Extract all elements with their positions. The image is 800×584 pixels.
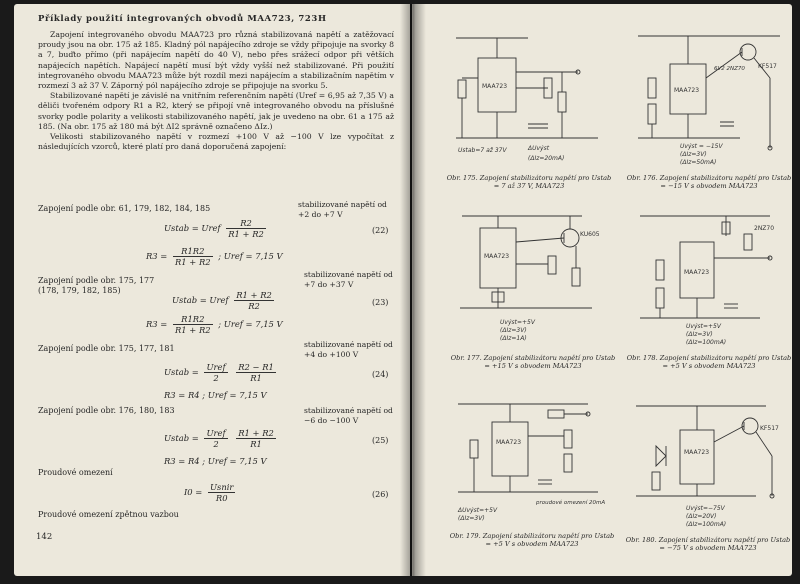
delta-label: Uvýst=−75V <box>686 505 725 512</box>
figure-caption: Obr. 180. Zapojení stabilizátoru napětí pro Ustab = −75 V s obvodem MAA723 <box>625 536 791 553</box>
fraction <box>173 314 213 335</box>
eq-lhs: R3 = <box>146 319 168 329</box>
equation-number: (23) <box>372 298 389 307</box>
delta-label: (ΔIz=3V) <box>680 151 707 158</box>
section-label: Zapojení podle obr. 61, 179, 182, 184, 185 <box>38 204 211 213</box>
section-label: Proudové omezení zpětnou vazbou <box>38 510 179 519</box>
numerator: Uref <box>206 362 226 372</box>
delta-label: ΔUvýst <box>528 145 550 152</box>
numerator: R1 + R2 <box>236 290 272 300</box>
delta-label: (ΔIz=20V) <box>686 513 717 520</box>
denominator: 2 <box>213 373 219 383</box>
transistor-label: KF517 <box>760 425 779 432</box>
fraction <box>236 362 276 383</box>
equation-number: (22) <box>372 226 389 235</box>
range-note: stabilizované napětí od +4 do +100 V <box>304 340 393 359</box>
figure-caption: Obr. 179. Zapojení stabilizátoru napětí pro Ustab = +5 V s obvodem MAA723 <box>449 532 615 549</box>
equation-22b <box>146 246 283 267</box>
figure-caption: Obr. 178. Zapojení stabilizátoru napětí pro Ustab = +5 V s obvodem MAA723 <box>626 354 792 371</box>
delta-label: (ΔIz=3V) <box>500 327 527 334</box>
numerator: R1R2 <box>173 314 213 325</box>
delta-label: (ΔIz=3V) <box>686 331 713 338</box>
fraction <box>204 362 227 383</box>
figure-177-schematic <box>452 208 612 348</box>
equation-25b: R3 = R4 ; Uref = 7,15 V <box>164 456 267 466</box>
numerator: R1R2 <box>173 246 213 257</box>
eq-lhs: Ustab = <box>164 367 199 377</box>
ic-label: MAA723 <box>674 87 700 94</box>
ic-label: MAA723 <box>496 439 522 446</box>
figure-175-schematic <box>448 28 608 168</box>
fraction <box>234 290 274 311</box>
right-page <box>412 4 792 576</box>
fraction <box>236 428 276 449</box>
fraction <box>208 482 235 503</box>
section-label: Zapojení podle obr. 175, 177 (178, 179, 182, 185) <box>38 276 155 295</box>
denominator: R1 <box>250 439 262 449</box>
paragraph-3: Velikosti stabilizovaného napětí v rozmezí +100 V až −100 V lze vypočítat z následujících vzorců, které platí pro daná doporučená zapojení: <box>38 132 394 152</box>
eq-lhs: Ustab = Uref <box>164 223 221 233</box>
eq-rhs: ; Uref = 7,15 V <box>218 319 283 329</box>
note-label: proudové omezení 20mA <box>536 500 606 506</box>
page-number: 142 <box>36 532 53 542</box>
delta-label: Uvýst=+5V <box>686 323 721 330</box>
figure-179-schematic <box>448 396 618 526</box>
zener-label: 6V2 2NZ70 <box>714 66 745 72</box>
denominator: R2 <box>248 301 260 311</box>
delta-label: (ΔIz=50mA) <box>680 159 717 166</box>
transistor-label: KF517 <box>758 63 777 70</box>
ic-label: MAA723 <box>482 83 508 90</box>
figure-178-schematic <box>630 208 790 348</box>
figure-caption: Obr. 175. Zapojení stabilizátoru napětí pro Ustab = 7 až 37 V, MAA723 <box>446 174 612 191</box>
numerator: R2 − R1 <box>238 362 274 372</box>
fraction <box>226 218 266 239</box>
section-label: Zapojení podle obr. 175, 177, 181 <box>38 344 175 353</box>
figure-caption: Obr. 176. Zapojení stabilizátoru napětí pro Ustab = −15 V s obvodem MAA723 <box>626 174 792 191</box>
equation-23b <box>146 314 283 335</box>
paragraph-2: Stabilizované napětí je závislé na vnitřním referenčním napětí (Uref = 6,95 až 7,35 V) a děliči tvořeném odpory R1 a R2, který se připojí vně integrovaného obvodu na příslušné svorky podle polarity a velikosti stabilizovaného napětí, jak je uvedeno na obr. 61 a 175 až 185. (Na obr. 175 až 180 má být ΔI2 správně označeno ΔIz.) <box>38 91 394 131</box>
eq-lhs: I0 = <box>184 487 203 497</box>
eq-lhs: R3 = <box>146 251 168 261</box>
transistor-label: KU605 <box>580 231 600 238</box>
range-note: stabilizované napětí od −6 do −100 V <box>304 406 393 425</box>
equation-26 <box>184 482 238 503</box>
denominator: R1 + R2 <box>175 257 211 267</box>
figure-176-schematic <box>630 28 790 168</box>
delta-label: Uvýst = −15V <box>680 143 723 150</box>
numerator: Uref <box>206 428 226 438</box>
numerator: Usnir <box>210 482 234 492</box>
numerator: R2 <box>226 218 266 229</box>
equation-23a <box>172 290 277 311</box>
body-text <box>38 30 394 152</box>
denominator: R1 <box>250 373 262 383</box>
section-label: Proudové omezení <box>38 468 113 477</box>
delta-label: ΔUvýst=+5V <box>458 507 498 514</box>
range-note: stabilizované napětí od +2 do +7 V <box>298 200 387 219</box>
figure-caption: Obr. 177. Zapojení stabilizátoru napětí pro Ustab = +15 V s obvodem MAA723 <box>450 354 616 371</box>
numerator: R1 + R2 <box>238 428 274 438</box>
eq-lhs: Ustab = <box>164 433 199 443</box>
fraction <box>173 246 213 267</box>
ic-label: MAA723 <box>684 449 710 456</box>
figure-180-schematic <box>626 396 792 534</box>
delta-label: (ΔIz=1A) <box>500 335 527 342</box>
ic-label: MAA723 <box>484 253 510 260</box>
delta-label: (ΔIz=20mA) <box>528 155 565 162</box>
eq-rhs: ; Uref = 7,15 V <box>218 251 283 261</box>
equation-number: (25) <box>372 436 389 445</box>
delta-label: Uvýst=+5V <box>500 319 535 326</box>
equation-25a <box>164 428 279 449</box>
equation-24b: R3 = R4 ; Uref = 7,15 V <box>164 390 267 400</box>
ic-label: MAA723 <box>684 269 710 276</box>
equation-24a <box>164 362 279 383</box>
eq-lhs: Ustab = Uref <box>172 295 229 305</box>
denominator: R1 + R2 <box>228 229 264 239</box>
denominator: 2 <box>213 439 219 449</box>
range-note: stabilizované napětí od +7 do +37 V <box>304 270 393 289</box>
equation-number: (24) <box>372 370 389 379</box>
delta-label: (ΔIz=100mA) <box>686 339 727 346</box>
fraction <box>204 428 227 449</box>
note-label: Ustab=7 až 37V <box>458 147 507 154</box>
delta-label: (ΔIz=3V) <box>458 515 485 522</box>
paragraph-1: Zapojení integrovaného obvodu MAA723 pro různá stabilizovaná napětí a zatěžovací proudy jsou na obr. 175 až 185. Kladný pól napájecího zdroje se vždy připojuje na svorky 8 a 7, buďto přímo (při napájecím napětí do 40 V), nebo přes srážecí odpor při větších napájecích napětích. Napájecí napětí musí být vždy vyšší než stabilizované. Při použití integrovaného obvodu MAA723 může být rozdíl mezi napájecím a stabilizačním napětím v rozmezí 3 až 37 V. Záporný pól napájecího zdroje se připojuje na svorku 5. <box>38 30 394 91</box>
left-page <box>14 4 410 576</box>
equation-22a <box>164 218 269 239</box>
delta-label: (ΔIz=100mA) <box>686 521 727 528</box>
running-header: Příklady použití integrovaných obvodů MAA723, 723H <box>38 14 327 24</box>
zener-label: 2NZ70 <box>754 225 775 232</box>
section-label: Zapojení podle obr. 176, 180, 183 <box>38 406 175 415</box>
book-gutter <box>400 4 426 576</box>
denominator: R1 + R2 <box>175 325 211 335</box>
equation-number: (26) <box>372 490 389 499</box>
denominator: R0 <box>215 493 228 503</box>
